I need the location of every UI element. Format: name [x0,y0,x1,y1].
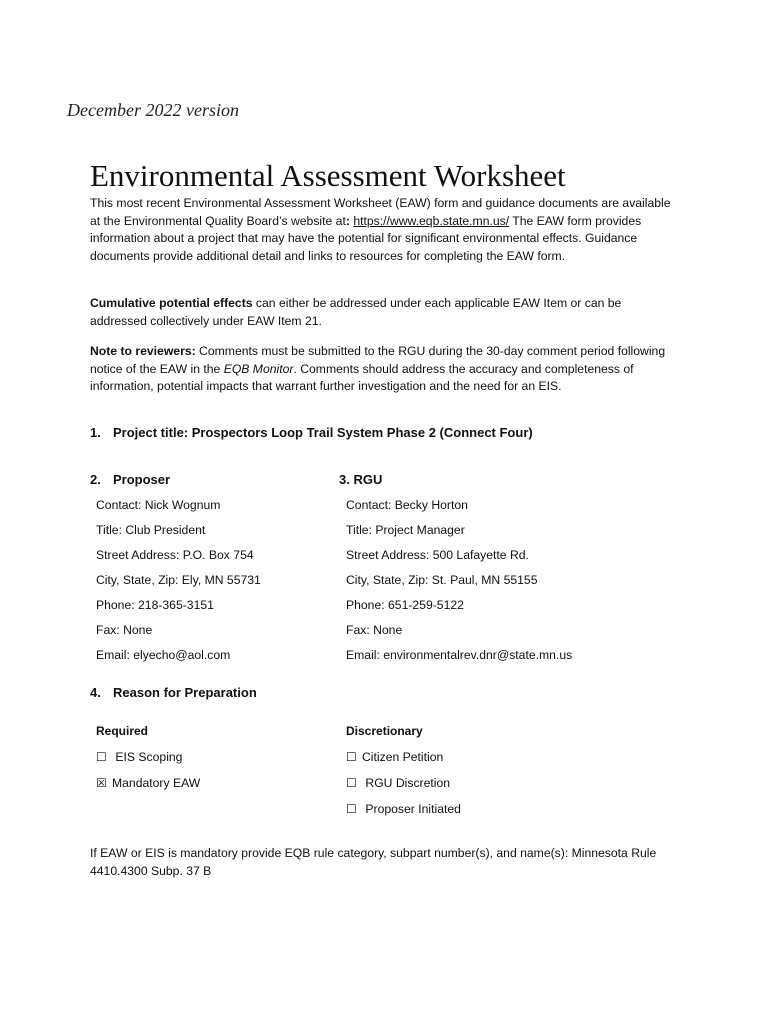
item-2-proposer-heading [90,472,170,487]
item-4-reason-heading [90,685,257,700]
rgu-street-address: Street Address: 500 Lafayette Rd. [346,548,529,562]
proposer-street-address: Street Address: P.O. Box 754 [96,548,254,562]
page-title: Environmental Assessment Worksheet [90,158,566,193]
intro-paragraph [90,195,680,265]
proposer-email: Email: elyecho@aol.com [96,648,231,662]
proposer-city-state-zip: City, State, Zip: Ely, MN 55731 [96,573,261,587]
rule-category-text: If EAW or EIS is mandatory provide EQB rule category, subpart number(s), and name(s): Minnesota Rule 4410.4300 Subp. 37 B [90,846,657,878]
reviewers-text-2: . Comments should address the accuracy and completeness of information, potential impacts that warrant further investigation and the need for an EIS. [90,361,634,393]
proposer-phone: Phone: 218-365-3151 [96,598,214,612]
proposer-initiated-label: Proposer Initiated [362,802,461,816]
discretionary-label: Discretionary [346,724,423,738]
item-1-text: Project title: Prospectors Loop Trail System Phase 2 (Connect Four) [113,425,533,440]
mandatory-eaw-checkbox[interactable]: ☒ [96,776,107,790]
rgu-email: Email: environmentalrev.dnr@state.mn.us [346,648,573,662]
rgu-phone: Phone: 651-259-5122 [346,598,464,612]
required-label: Required [96,724,149,738]
eis-scoping-option[interactable] [96,750,182,764]
citizen-petition-label: Citizen Petition [362,750,444,764]
item-1-project-title [90,425,533,440]
reviewers-bold: Note to reviewers: [90,344,196,358]
eis-scoping-checkbox[interactable]: ☐ [96,750,107,764]
cumulative-paragraph [90,295,680,330]
proposer-contact: Contact: Nick Wognum [96,498,221,512]
citizen-petition-option[interactable] [346,750,443,764]
item-1-number: 1. [90,425,101,440]
eqb-website-link[interactable]: https://www.eqb.state.mn.us/ [353,213,510,228]
eqb-monitor-italic: EQB Monitor [223,361,294,376]
citizen-petition-checkbox[interactable]: ☐ [346,750,357,764]
proposer-initiated-checkbox[interactable]: ☐ [346,802,357,816]
rgu-discretion-label: RGU Discretion [362,776,451,790]
rgu-fax: Fax: None [346,623,403,637]
proposer-fax: Fax: None [96,623,153,637]
item-3-rgu-heading: 3. RGU [339,472,383,487]
rgu-title: Title: Project Manager [346,523,465,537]
proposer-title: Title: Club President [96,523,206,537]
item-4-number: 4. [90,685,101,700]
intro-colon: : [345,213,350,228]
reviewers-paragraph [90,343,680,396]
item-2-label: Proposer [113,472,171,487]
item-2-number: 2. [90,472,101,487]
intro-text-2: The EAW form provides information about a project that may have the potential for significant environmental effects. Guidance documents provide additional detail and links to resources for completing the EAW form. [90,213,642,263]
item-4-label: Reason for Preparation [113,685,257,700]
rgu-discretion-checkbox[interactable]: ☐ [346,776,357,790]
mandatory-eaw-label: Mandatory EAW [112,776,201,790]
cumulative-bold: Cumulative potential effects [90,296,253,310]
intro-text-1: This most recent Environmental Assessment Worksheet (EAW) form and guidance documents are available at the Environmental Quality Board’s website at [90,196,671,228]
version-label: December 2022 version [67,100,239,120]
rgu-discretion-option[interactable] [346,776,450,790]
eis-scoping-label: EIS Scoping [112,750,183,764]
rgu-contact: Contact: Becky Horton [346,498,468,512]
rgu-city-state-zip: City, State, Zip: St. Paul, MN 55155 [346,573,538,587]
proposer-initiated-option[interactable] [346,802,461,816]
reviewers-text-1: Comments must be submitted to the RGU during the 30-day comment period following notice of the EAW in the [90,344,666,376]
mandatory-eaw-option[interactable] [96,776,200,790]
cumulative-text: can either be addressed under each applicable EAW Item or can be addressed collectively under EAW Item 21. [90,296,622,328]
